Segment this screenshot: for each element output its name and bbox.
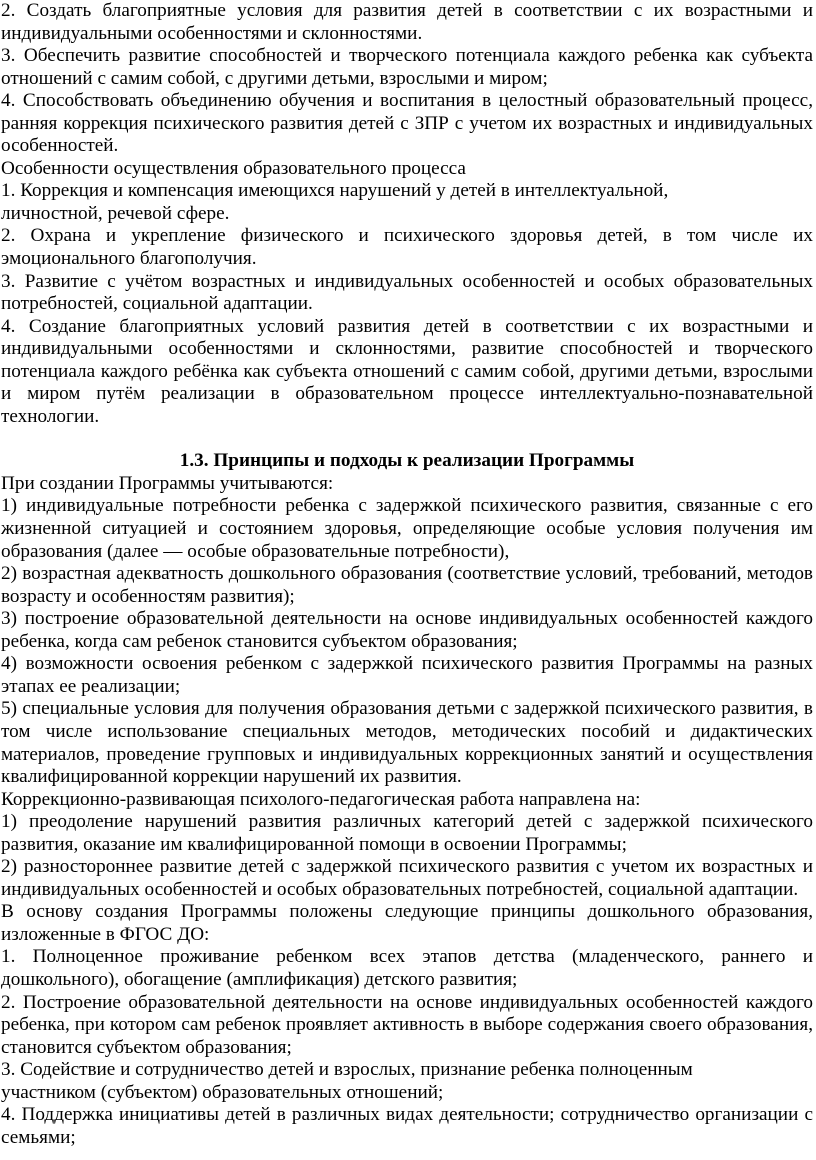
- feature-item-3: 3. Развитие с учётом возрастных и индивидуальных особенностей и особых образовательных потребностей, социальной адаптации.: [1, 270, 813, 315]
- principle-item-4: 4. Поддержка инициативы детей в различных видах деятельности; сотрудничество организации с семьями;: [1, 1104, 813, 1148]
- consideration-item-2: 2) возрастная адекватность дошкольного образования (соответствие условий, требований, методов возрасту и особенностям развития);: [1, 563, 813, 607]
- goal-item-3: 3. Обеспечить развитие способностей и творческого потенциала каждого ребенка как субъекта отношений с самим собой, с другими детьми, взрослыми и миром;: [1, 45, 813, 89]
- goal-item-4: 4. Способствовать объединению обучения и воспитания в целостный образовательный процесс, ранняя коррекция психического развития детей с ЗПР с учетом их возрастных и индивидуальных особенностей.: [1, 90, 813, 157]
- principle-item-3-line1: 3. Содействие и сотрудничество детей и взрослых, признание ребенка полноценным: [1, 1059, 693, 1081]
- feature-item-2: 2. Охрана и укрепление физического и психического здоровья детей, в том числе их эмоционального благополучия.: [1, 225, 813, 270]
- goal-item-2: 2. Создать благоприятные условия для развития детей в соответствии с их возрастными и индивидуальными особенностями и склонностями.: [1, 0, 813, 44]
- features-title: Особенности осуществления образовательного процесса: [1, 157, 466, 179]
- feature-item-1-line2: личностной, речевой сфере.: [1, 202, 230, 224]
- principle-item-3-line2: участником (субъектом) образовательных отношений;: [1, 1081, 444, 1103]
- consideration-item-4: 4) возможности освоения ребенком с задержкой психического развития Программы на разных этапах ее реализации;: [1, 653, 813, 697]
- principle-item-2: 2. Построение образовательной деятельности на основе индивидуальных особенностей каждого ребенка, при котором сам ребенок проявляет активность в выборе содержания своего образования, становится субъектом образования;: [1, 991, 813, 1058]
- correction-item-2: 2) разностороннее развитие детей с задержкой психического развития с учетом их возрастных и индивидуальных особенностей и особых образовательных потребностей, социальной адаптации.: [1, 856, 813, 900]
- consideration-item-3: 3) построение образовательной деятельности на основе индивидуальных особенностей каждого ребенка, когда сам ребенок становится субъектом образования;: [1, 608, 813, 652]
- feature-item-4: 4. Создание благоприятных условий развития детей в соответствии с их возрастными и индивидуальными особенностями и склонностями, развитие способностей и творческого потенциала каждого ребёнка как субъекта отношений с самим собой, другими детьми, взрослыми и миром путём реализации в образовательном процессе интеллектуально-познавательной технологии.: [1, 315, 813, 427]
- principle-item-3: [1, 1059, 813, 1104]
- section-heading: 1.3. Принципы и подходы к реализации Программы: [179, 450, 635, 472]
- section-intro: При создании Программы учитываются:: [1, 472, 334, 494]
- principle-item-1: 1. Полноценное проживание ребенком всех этапов детства (младенческого, раннего и дошкольного), обогащение (амплификация) детского развития;: [1, 946, 813, 990]
- consideration-item-5: 5) специальные условия для получения образования детьми с задержкой психического развития, в том числе использование специальных методов, методических пособий и дидактических материалов, проведение групповых и индивидуальных коррекционных занятий и осуществления квалифицированной коррекции нарушений их развития.: [1, 698, 813, 788]
- feature-item-1-line1: 1. Коррекция и компенсация имеющихся нарушений у детей в интеллектуальной,: [1, 180, 669, 202]
- correction-item-1: 1) преодоление нарушений развития различных категорий детей с задержкой психического развития, оказание им квалифицированной помощи в освоении Программы;: [1, 811, 813, 855]
- consideration-item-1: 1) индивидуальные потребности ребенка с задержкой психического развития, связанные с его жизненной ситуацией и состоянием здоровья, определяющие особые условия получения им образования (далее — особые образовательные потребности),: [1, 495, 813, 562]
- feature-item-1: [1, 180, 813, 225]
- correction-intro: Коррекционно-развивающая психолого-педагогическая работа направлена на:: [1, 788, 641, 810]
- principles-intro: В основу создания Программы положены следующие принципы дошкольного образования, изложенные в ФГОС ДО:: [1, 901, 813, 945]
